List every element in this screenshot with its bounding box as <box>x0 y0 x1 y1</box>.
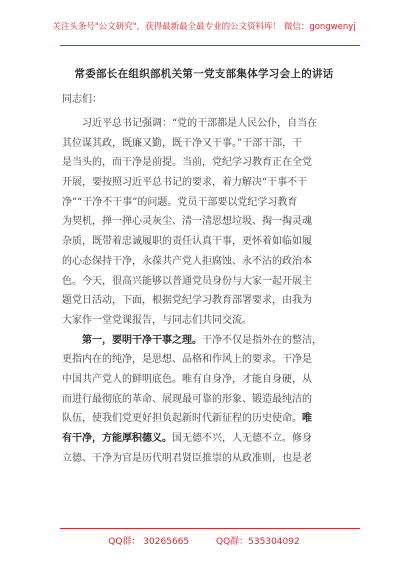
footer-divider <box>60 528 360 529</box>
text-fragment: 队伍，使我们党更好担负起新时代新征程的历史使命。 <box>62 413 302 425</box>
text-fragment: 干净不仅是指外在的整洁， <box>202 334 322 346</box>
text-line: 而进行最彻底的革命、展现最可靠的形象、锻造最纯洁的 <box>62 393 312 405</box>
text-line <box>62 429 362 449</box>
text-line: 为契机，掸一掸心灵灰尘、清一清思想垃圾、掏一掏灵魂 <box>62 216 312 228</box>
text-fragment: 国无德不兴，人无德不立。修身 <box>172 433 312 444</box>
text-line: 是当头的，而干净是前提。当前，党纪学习教育正在全党 <box>62 157 312 169</box>
section-heading: 第一，要明干净干事之理。 <box>82 334 202 346</box>
text-line: 题党日活动，下面，根据党纪学习教育部署要求，由我为 <box>62 295 312 307</box>
text-line <box>62 331 362 351</box>
text-line: 色。今天，很高兴能够以普通党员身份与大家一起开展主 <box>62 275 312 287</box>
text-line: 立德、干净为官是历代明君贤臣推崇的从政准则，也是老 <box>62 452 312 464</box>
text-line: 杂质，既带着忠诚履职的责任认真干事，更怀着如临如履 <box>62 236 312 248</box>
text-line: 其位谋其政，既廉又勤，既干净又干事。”干部干部，干 <box>62 137 303 149</box>
emphasis-text: 唯 <box>302 413 312 425</box>
text-line: 中国共产党人的鲜明底色。唯有自身净，才能自身硬，从 <box>62 373 312 385</box>
text-line: 大家作一堂党课报告，与同志们共同交流。 <box>62 314 252 326</box>
document-body <box>62 114 362 468</box>
emphasis-text: 有干净，方能厚积德义。 <box>62 433 172 444</box>
paragraph-section-one <box>62 331 362 469</box>
text-line: 开展，要按照习近平总书记的要求，着力解决“干事不干 <box>62 177 308 189</box>
footer <box>0 534 408 547</box>
text-line: 更指内在的纯净，是思想、品格和作风上的要求。干净是 <box>62 354 312 366</box>
text-line: 净”“干净不干事”的问题。党员干部要以党纪学习教育 <box>62 196 298 208</box>
document-title: 常委部长在组织部机关第一党支部集体学习会上的讲话 <box>74 68 334 80</box>
header-banner: 关注头条号"公文研究"，获得最新最全最专业的公文资料库！ 微信：gongwenyj <box>52 22 356 32</box>
salutation: 同志们： <box>62 94 102 105</box>
text-line: 习近平总书记强调：“党的干部都是人民公仆，自当在 <box>82 118 318 129</box>
header-divider <box>60 45 360 46</box>
text-line <box>62 409 362 429</box>
footer-qq-group-1: QQ群： 30265665 <box>108 537 190 547</box>
paragraph-intro <box>62 114 362 331</box>
text-line: 的心态保持干净，永葆共产党人拒腐蚀、永不沾的政治本 <box>62 255 312 267</box>
footer-qq-group-2: QQ群：535304092 <box>216 537 300 547</box>
